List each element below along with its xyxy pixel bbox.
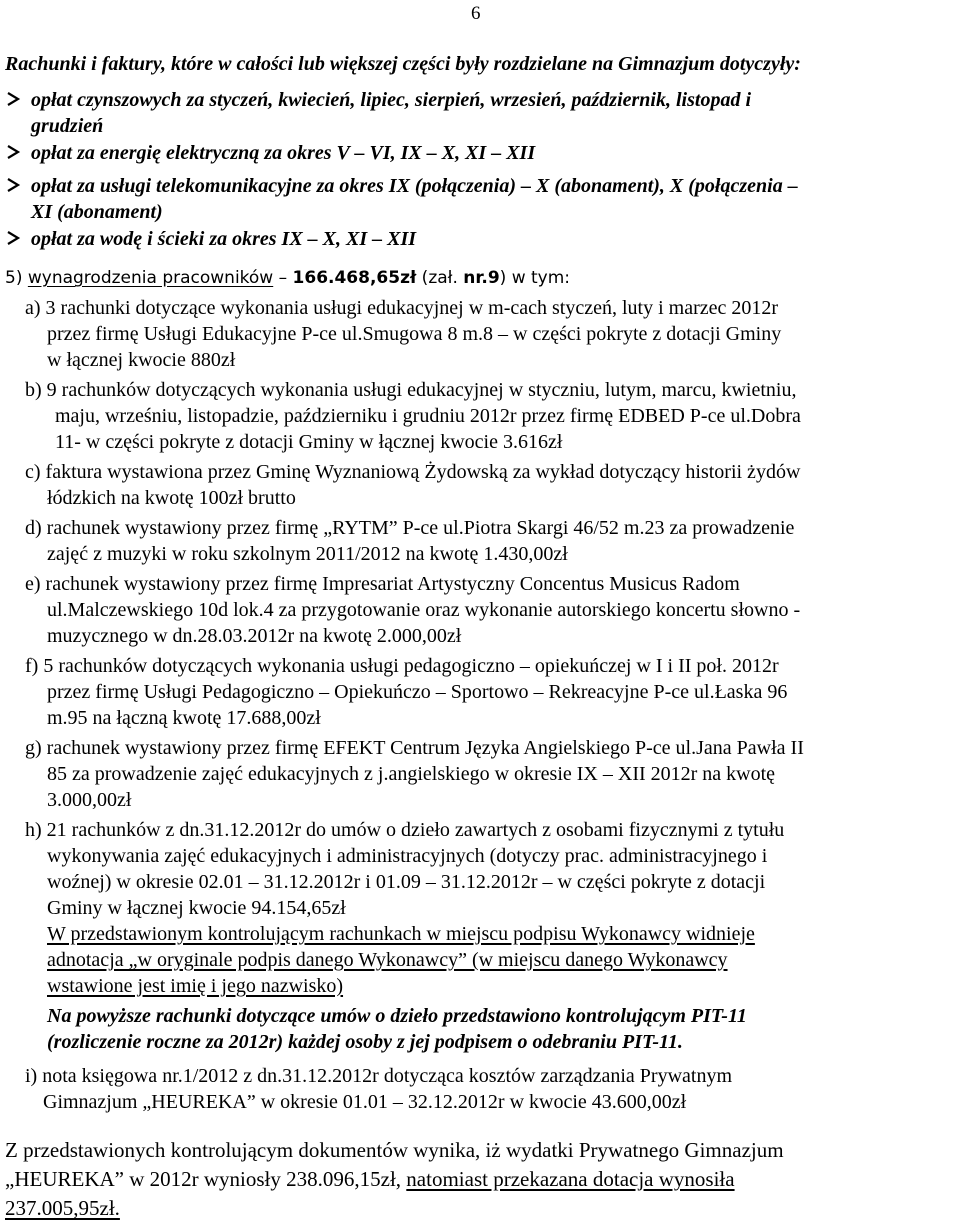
section-5-title: wynagrodzenia pracowników [27,268,274,288]
list-item-line: w łącznej kwocie 880zł [47,349,236,371]
list-item-line: przez firmę Usługi Pedagogiczno – Opiekuńczo – Sportowo – Rekreacyjne P-ce ul.Łaska 96 [47,681,788,703]
list-item-line: c) faktura wystawiona przez Gminę Wyznaniową Żydowską za wykład dotyczący historii żydów [25,461,801,483]
list-item-line: 3.000,00zł [47,789,132,811]
note-bold-line: (rozliczenie roczne za 2012r) każdej osoby z jej podpisem o odebraniu PIT-11. [47,1031,683,1053]
list-item-line: f) 5 rachunków dotyczących wykonania usługi pedagogiczno – opiekuńczej w I i II poł. 2012r [25,655,779,677]
list-item-line: g) rachunek wystawiony przez firmę EFEKT Centrum Języka Angielskiego P-ce ul.Jana Pawła II [25,737,804,759]
list-item-line: 11- w części pokryte z dotacji Gminy w łącznej kwocie 3.616zł [55,431,563,453]
note-underlined-line: adnotacja „w oryginale podpis danego Wykonawcy” (w miejscu danego Wykonawcy [47,949,728,971]
arrow-bullet-icon [5,226,31,252]
list-item-line: b) 9 rachunków dotyczących wykonania usługi edukacyjnej w styczniu, lutym, marcu, kwietniu, [25,379,797,401]
section-heading: Rachunki i faktury, które w całości lub większej części były rozdzielane na Gimnazjum dotyczyły: [5,53,801,75]
list-item-line: Gminy w łącznej kwocie 94.154,65zł [47,897,346,919]
list-item-line: m.95 na łączną kwotę 17.688,00zł [47,707,321,729]
summary-line: Z przedstawionych kontrolującym dokumentów wynika, iż wydatki Prywatnego Gimnazjum [5,1138,784,1162]
list-item-line: przez firmę Usługi Edukacyjne P-ce ul.Smugowa 8 m.8 – w części pokryte z dotacji Gminy [47,323,782,345]
list-item-line: łódzkich na kwotę 100zł brutto [47,487,296,509]
list-item-line: 85 za prowadzenie zajęć edukacyjnych z j.angielskiego w okresie IX – XII 2012r na kwotę [47,763,776,785]
list-item-line: woźnej) w okresie 02.01 – 31.12.2012r i 01.09 – 31.12.2012r – w części pokryte z dotacji [47,871,766,893]
bullet-text: opłat za usługi telekomunikacyjne za okres IX (połączenia) – X (abonament), X (połączenia – [31,175,798,197]
bullet-item [5,173,798,199]
list-item-line: e) rachunek wystawiony przez firmę Impresariat Artystyczny Concentus Musicus Radom [25,573,740,595]
bullet-text-continued: XI (abonament) [31,201,163,223]
bullet-text: opłat czynszowych za styczeń, kwiecień, lipiec, sierpień, wrzesień, październik, listopad i [31,89,751,111]
bullet-text: opłat za wodę i ścieki za okres IX – X, XI – XII [31,228,417,250]
list-item-line: zajęć z muzyki w roku szkolnym 2011/2012 na kwotę 1.430,00zł [47,543,568,565]
list-item-line: d) rachunek wystawiony przez firmę „RYTM” P-ce ul.Piotra Skargi 46/52 m.23 za prowadzenie [25,517,795,539]
list-item-line: i) nota księgowa nr.1/2012 z dn.31.12.2012r dotycząca kosztów zarządzania Prywatnym [25,1065,733,1087]
section-5-amount: 166.468,65zł [292,268,417,288]
arrow-bullet-icon [5,173,31,199]
list-item-line: h) 21 rachunków z dn.31.12.2012r do umów o dzieło zawartych z osobami fizycznymi z tytułu [25,819,785,841]
arrow-bullet-icon [5,87,31,113]
list-item-line: ul.Malczewskiego 10d lok.4 za przygotowanie oraz wykonanie autorskiego koncertu słowno - [47,599,801,621]
section-5-heading: 5) wynagrodzenia pracowników – 166.468,65zł (zał. nr.9) w tym: [5,268,571,288]
summary-amount: 237.005,95zł. [5,1196,120,1220]
list-item-line: Gimnazjum „HEUREKA” w okresie 01.01 – 32.12.2012r w kwocie 43.600,00zł [43,1091,687,1113]
bullet-text-continued: grudzień [31,115,104,137]
summary-line: „HEUREKA” w 2012r wyniosły 238.096,15zł, natomiast przekazana dotacja wynosiła [5,1167,735,1191]
bullet-item [5,226,416,252]
list-item-line: wykonywania zajęć edukacyjnych i administracyjnych (dotyczy prac. administracyjnego i [47,845,768,867]
bullet-item [5,87,751,113]
page-number: 6 [471,3,481,24]
arrow-bullet-icon [5,140,31,166]
list-item-line: a) 3 rachunki dotyczące wykonania usługi edukacyjnej w m-cach styczeń, luty i marzec 2012r [25,297,779,319]
list-item-line: maju, wrześniu, listopadzie, październiku i grudniu 2012r przez firmę EDBED P-ce ul.Dobra [55,405,801,427]
bullet-text: opłat za energię elektryczną za okres V – VI, IX – X, XI – XII [31,142,536,164]
summary-underlined: natomiast przekazana dotacja wynosiła [406,1167,735,1191]
note-underlined-line: W przedstawionym kontrolującym rachunkach w miejscu podpisu Wykonawcy widnieje [47,923,755,945]
list-item-line: muzycznego w dn.28.03.2012r na kwotę 2.000,00zł [47,625,462,647]
note-underlined-line: wstawione jest imię i jego nazwisko) [47,975,344,997]
note-bold-line: Na powyższe rachunki dotyczące umów o dzieło przedstawiono kontrolującym PIT-11 [47,1005,747,1027]
bullet-item [5,140,535,166]
